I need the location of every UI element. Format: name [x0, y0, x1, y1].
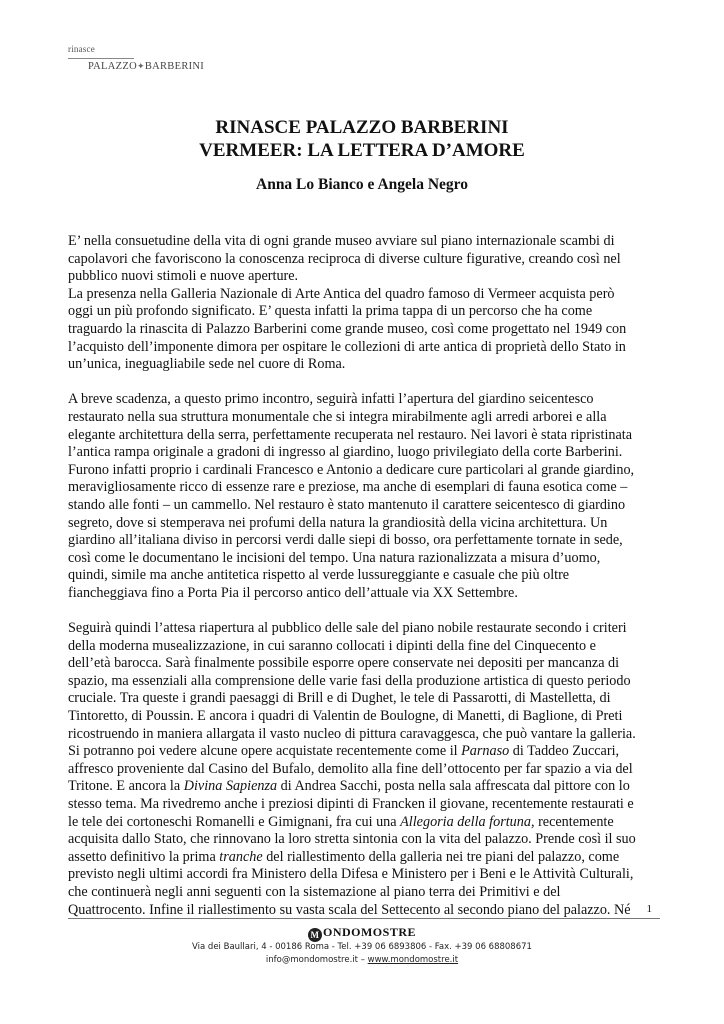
title-line-2: VERMEER: LA LETTERA D’AMORE: [199, 140, 525, 161]
palazzo-barberini-logo: [68, 44, 228, 84]
footer-website-link[interactable]: www.mondomostre.it: [367, 955, 459, 965]
logo-star-icon: ✦: [136, 61, 145, 71]
document-title: [0, 116, 724, 162]
text-line: Seguirà quindi l’attesa riapertura al pubblico delle sale del piano nobile restaurate secondo i criteri: [68, 620, 627, 637]
text-line: previsto negli ultimi accordi fra Ministero della Difesa e Ministero per i Beni e le Attività Culturali,: [68, 866, 634, 883]
title-line-1: RINASCE PALAZZO BARBERINI: [215, 117, 509, 138]
text-line: Furono infatti proprio i cardinali Francesco e Antonio a dedicare cure particolari al grande giardino,: [68, 461, 635, 478]
paragraph-1: [68, 233, 660, 374]
italic-title-allegoria: Allegoria della fortuna: [400, 813, 531, 830]
text-line: [68, 778, 660, 796]
logo-big-right: BARBERINI: [144, 61, 205, 72]
text-line: restaurato nella sua struttura monumentale che si integra mirabilmente agli arredi arborei e alla: [68, 408, 607, 425]
text-run: di Taddeo Zuccari,: [509, 743, 620, 760]
text-line: l’antica rampa originale a gradoni di ingresso al giardino, luogo privilegiato della corte Barberini.: [68, 444, 623, 461]
text-run: Si potranno poi vedere alcune opere acquistate recentemente come il: [68, 743, 462, 760]
text-line: Tintoretto, di Poussin. E ancora i quadri di Valentin de Boulogne, di Manetti, di Baglione, di Preti: [68, 708, 623, 725]
text-line: stesso tema. Ma rivedremo anche i preziosi dipinti di Francken il giovane, recentemente restaurati e: [68, 796, 634, 812]
text-line: stando alle fonti – un cammello. Nel restauro è stato mantenuto il carattere seicentesco di giardino: [68, 496, 626, 513]
text-line: acquisita dallo Stato, che rinnovano la loro stretta sintonia con la vita del palazzo. Prende così il suo: [68, 831, 636, 848]
paragraph-gap: [68, 602, 660, 620]
paragraph-gap: [68, 374, 660, 392]
text-line: così come le documentano le incisioni del tempo. Una natura razionalizzata a misura d’uomo,: [68, 549, 601, 566]
text-line: [68, 849, 660, 867]
text-line: l’acquisto dell’imponente dimora per ospitare le collezioni di arte antica di proprietà dello Stato in: [68, 338, 626, 355]
text-line: meravigliosamente ricco di essenze rare e preziose, ma anche di esemplari di fauna esotica come –: [68, 479, 628, 496]
text-line: dell’età barocca. Sarà finalmente possibile esporre opere conservate nei depositi per mancanza di: [68, 655, 620, 672]
text-line: [68, 743, 660, 761]
document-body: [68, 233, 660, 919]
text-run: , recentemente: [530, 813, 614, 830]
text-run: le tele dei cortoneschi Romanelli e Gimignani, fra cui una: [68, 813, 401, 830]
logo-small-text: rinasce: [68, 44, 95, 54]
text-line: che continuerà negli anni seguenti con la sistemazione al piano terra dei Primitivi e del: [68, 883, 561, 900]
text-run: Tritone. E ancora la: [68, 778, 184, 795]
paragraph-3: [68, 620, 660, 919]
text-line: La presenza nella Galleria Nazionale di Arte Antica del quadro famoso di Vermeer acquista però: [68, 285, 615, 302]
text-line: A breve scadenza, a questo primo incontro, seguirà infatti l’apertura del giardino seicentesco: [68, 391, 594, 408]
text-line: fiancheggiava fino a Porta Pia il percorso antico dell’attuale via XX Settembre.: [68, 584, 518, 601]
page-number: 1: [646, 903, 652, 915]
italic-title-parnaso: Parnaso: [461, 743, 510, 760]
logo-big-text: [88, 61, 204, 72]
text-run: del riallestimento della galleria nei tre piani del palazzo, come: [262, 848, 620, 865]
paragraph-2: [68, 391, 660, 602]
authors: Anna Lo Bianco e Angela Negro: [256, 176, 468, 193]
logo-big-left: PALAZZO: [88, 61, 137, 72]
mondomostre-logo-text: ONDOMOSTRE: [322, 925, 416, 939]
italic-word-tranche: tranche: [219, 848, 263, 865]
text-line: ricostruendo in maniera allargata il vasto nucleo di pittura caravaggesca, che può vantare la galleria.: [68, 725, 636, 742]
text-line: affresco proveniente dal Casino del Bufalo, demolito alla fine dell’ottocento per far spazio a via del: [68, 760, 633, 777]
text-line: E’ nella consuetudine della vita di ogni grande museo avviare sul piano internazionale scambi di: [68, 233, 615, 249]
text-line: traguardo la rinascita di Palazzo Barberini come grande museo, così come progettato nel 1949 con: [68, 320, 627, 337]
text-line: segreto, dove si stemperava nei profumi della natura la grandiosità della vicina architettura. Un: [68, 514, 608, 531]
text-line: un’unica, ineguagliabile sede nel cuore di Roma.: [68, 356, 346, 373]
text-line: capolavori che favoriscono la conoscenza reciproca di diverse culture figurative, creando così nel: [68, 250, 621, 267]
text-line: oggi un più profondo significato. E’ questa infatti la prima tappa di un percorso che ha come: [68, 303, 593, 320]
text-line: della moderna musealizzazione, in cui saranno collocati i dipinti della fine del Cinquecento e: [68, 637, 596, 654]
footer-contacts: [0, 955, 724, 965]
logo-rule: [68, 58, 134, 59]
footer-address: Via dei Baullari, 4 - 00186 Roma - Tel. +39 06 6893806 - Fax. +39 06 68808671: [192, 942, 532, 952]
italic-title-divina-sapienza: Divina Sapienza: [183, 778, 278, 795]
text-run: assetto definitivo la prima: [68, 848, 220, 865]
footer-email[interactable]: info@mondomostre.it: [265, 955, 358, 965]
mondomostre-logo: [0, 925, 724, 942]
text-line: elegante architettura della serra, perfettamente recuperata nel restauro. Nei lavori è stata ripristinata: [68, 426, 633, 443]
footer-divider: [68, 918, 660, 919]
text-run: di Andrea Sacchi, posta nella sala affrescata dal pittore con lo: [277, 778, 630, 795]
footer-separator: –: [358, 955, 368, 965]
text-line: giardino all’italiana diviso in percorsi verdi dalle siepi di bosso, ora perfettamente tornate in sede,: [68, 532, 623, 549]
text-line: pubblico nuovi stimoli e nuove aperture.: [68, 268, 299, 285]
text-line: spazio, ma essenziali alla comprensione delle varie fasi della produzione artistica di questo periodo: [68, 672, 631, 689]
mondomostre-m-icon: M: [308, 928, 322, 942]
text-line: [68, 814, 660, 832]
text-line: quindi, simile ma anche antitetica rispetto al verde lussureggiante e casuale che più oltre: [68, 567, 570, 584]
text-line: cruciale. Tra queste i grandi paesaggi di Brill e di Dughet, le tele di Passarotti, di Mastelletta, di: [68, 690, 611, 707]
text-line: Quattrocento. Infine il riallestimento su vasta scala del Settecento al secondo piano del palazzo. Né: [68, 901, 631, 918]
